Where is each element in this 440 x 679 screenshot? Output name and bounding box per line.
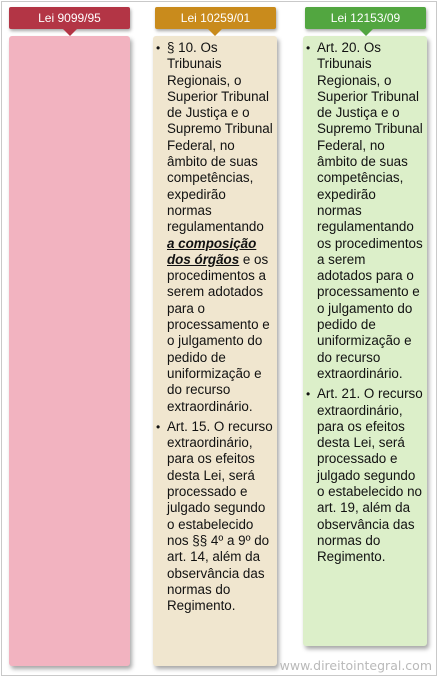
watermark-text: www.direitointegral.com bbox=[279, 658, 432, 673]
item-text: Art. 20. Os Tribunais Regionais, o Superior Tribunal de Justiça e o Supremo Tribunal Federal, no âmbito de suas competências, expedirão normas regulamentando os procedimentos a serem adotados para o processamento e o julgamento do pedido de uniformização e do recurso extraordinário. bbox=[317, 40, 423, 381]
item-text: § 10. Os Tribunais Regionais, o Superior Tribunal de Justiça e o Supremo Tribunal Federal, no âmbito de suas competências, expedirão normas regulamentando bbox=[167, 40, 273, 235]
header-arrow-1 bbox=[63, 29, 77, 36]
item-text: Art. 21. O recurso extraordinário, para os efeitos desta Lei, será processado e julgado segundo o estabelecido no art. 19, além da observância das normas do Regimento. bbox=[317, 386, 423, 565]
bullet-icon: • bbox=[156, 41, 161, 55]
list-item bbox=[156, 419, 273, 615]
header-arrow-2 bbox=[208, 29, 222, 36]
list-item bbox=[306, 386, 423, 565]
item-emphasis-text: a composição dos órgãos bbox=[167, 235, 257, 267]
item-text: Art. 15. O recurso extraordinário, para os efeitos desta Lei, será processado e julgado segundo o estabelecido nos §§ 4º a 9º do art. 14, além da observância das normas do Regimento. bbox=[167, 418, 273, 614]
list-item bbox=[306, 40, 423, 382]
item-text-continued: e os procedimentos a serem adotados para o processamento e o julgamento do pedido de uniformização e do recurso extraordinário. bbox=[167, 251, 270, 414]
column-body-lei-10259-01 bbox=[153, 36, 277, 666]
header-arrow-3 bbox=[359, 29, 373, 36]
column-body-lei-12153-09 bbox=[303, 36, 427, 646]
list-item bbox=[156, 40, 273, 415]
column-body-lei-9099-95 bbox=[9, 36, 130, 666]
bullet-icon: • bbox=[306, 387, 311, 402]
bullet-icon: • bbox=[156, 419, 161, 434]
column-header-lei-10259-01: Lei 10259/01 bbox=[155, 7, 276, 29]
bullet-icon: • bbox=[306, 41, 311, 55]
column-header-lei-12153-09: Lei 12153/09 bbox=[305, 7, 426, 29]
column-header-lei-9099-95: Lei 9099/95 bbox=[9, 7, 130, 29]
